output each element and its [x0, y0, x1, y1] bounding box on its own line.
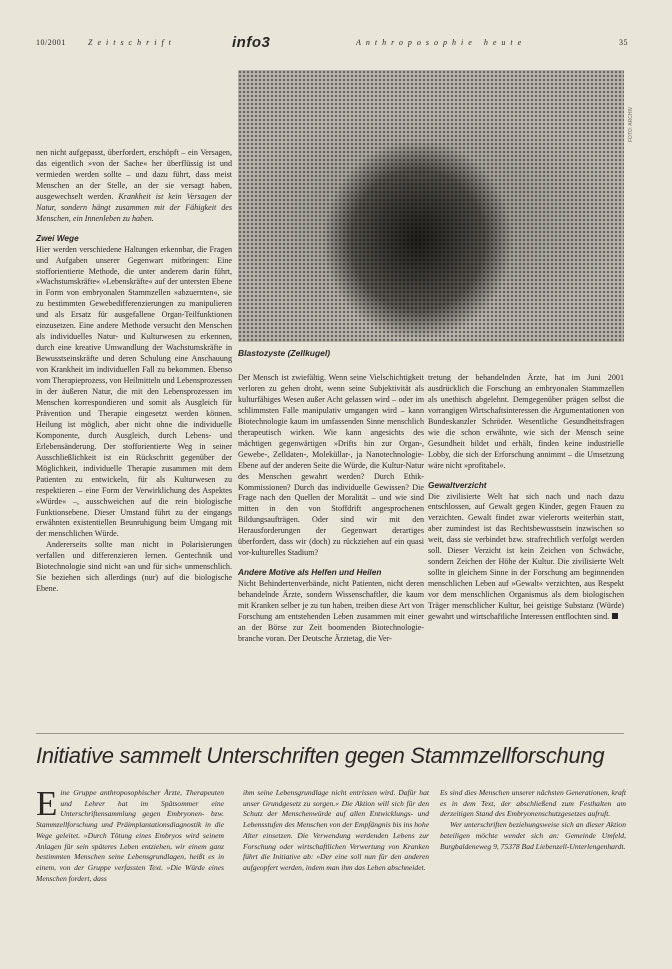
box-paragraph: ihm seine Lebensgrundlage nicht entrissen wird. Dafür hat unser Grundgesetz zu sorgen.« Die Aktion will sich für den Schutz der Menschenwürde auf allen Entwicklungs- und Lebensstufen des Menschen von der Empfängnis bis ins hohe Alter einsetzen. Die Verwendung werdenden Lebens zur Forschung oder wirtschaftlichen Verwertung von Kranken führt die Initiative ab: »Der eine soll nun für den anderen aufgeopfert werden, indem man ihm das Leben abschneidet. [243, 788, 429, 872]
magazine-logo: info3 [232, 34, 271, 51]
photo-caption: Blastozyste (Zellkugel) [238, 348, 331, 358]
end-mark-icon [612, 613, 618, 619]
emphasized-text: Krankheit ist kein Versagen der Natur, sondern hängt zusammen mit der Fähigkeit des Menschen, ein Innenleben zu haben. [36, 191, 232, 223]
article-column-3 [428, 373, 624, 623]
article-paragraph: Andererseits sollte man nicht in Polarisierungen verfallen und differenzieren lernen. Gentechnik und Biotechnologie sind nicht »an und für sich« unmenschlich. Sie beziehen sich allerdings (nur) auf die biologische Ebene. [36, 540, 232, 594]
photo-credit: FOTO: ARCHIV [628, 106, 634, 142]
article-column-2 [238, 373, 424, 645]
box-column-1 [36, 784, 224, 884]
blastocyst-photo [238, 70, 624, 342]
box-title: Initiative sammelt Unterschriften gegen Stammzellforschung [36, 743, 605, 768]
issue-date: 10/2001 [36, 38, 66, 47]
drop-cap: E [36, 784, 58, 823]
box-paragraph: Es sind dies Menschen unserer nächsten Generationen, kraft es in dem Text, der abschließend zum Festhalten am derzeitigen Stand des Embryonenschutzgesetzes aufruft. [440, 788, 626, 819]
article-paragraph: Der Mensch ist zwiefältig. Wenn seine Vielschichtigkeit verloren zu gehen droht, wenn seine Subjektivität als kulturfähiges Wesen außer Acht gelassen wird – oder im schlimmsten Falle manipulativ umgangen wird – kann Biotechnologie kaum im umfassenden Sinne menschlich therapeutisch wirken. Wie kann angesichts des mächtigen gegenwärtigen »Drifts hin zur Organ-, Gewebe-, Zelldaten-, Moleküllar-, ja Nanotechnologie-Ebene auf der anderen Seite die Würde, die Kultur-Natur des Menschen gewahrt werden? Durch Ethik-Kommissionen? Durch das individuelle Gewissen? Die Frage nach den Quellen der Moralität – und wie sind mitten in den von Stoffdrift angesprochenen Bildungsaufträgen. Oder sind wir mit den Herausforderungen der Gegenwart derartiges überfordert, dass wir (doch) zu rückziehen auf ein quasi vor-kulturelles Stadium? [238, 373, 424, 558]
box-column-2 [243, 788, 429, 874]
article-paragraph [36, 148, 232, 225]
subheading: Zwei Wege [36, 232, 79, 243]
paragraph-text: nen nicht aufgepasst, überfordert, erschöpft – ein Versagen, das eigentlich »von der Sache« her überflüssig ist und vermieden werden sollte – und dazu führt, dass meist Menschen an der Stelle, an der sie versagt haben, ausgewechselt werden. [36, 148, 232, 201]
box-paragraph: Wer unterschriften beziehungsweise sich an dieser Aktion beteiligen möchte wendet sich an: Gemeinde Umfeld, Burgbaldeneweg 9, 75378 Bad Liebenzell-Unterlengenhardt. [440, 820, 626, 851]
paragraph-text: Die zivilisierte Welt hat sich nach und nach dazu entschlossen, auf Gewalt gegen Kinder, gegen Frauen zu verzichten. Gewalt findet zwar vielerorts weiterhin statt, aber zumindest ist das Rechtsbewusstsein inzwischen so weit, dass sie verbindet bzw. strafrechtlich verfolgt werden soll. Dieser Verzicht ist kein Zeichen von Schwäche, sondern Zeichen der Höhe der Kultur. Die zivilisierte Welt sollte in gleichem Sinne in der Forschung am beginnenden menschlichen Leben auf »Gewalt« verzichten, aus Respekt vor dem menschlichen Organismus als dem biologischen Träger menschlicher Kultur, bei geistige Substanz (Würde) gewahrt und wirtschaftliche Interessen entflochten sind. [428, 491, 624, 622]
box-paragraph [36, 784, 224, 884]
article-paragraph [428, 492, 624, 623]
magazine-label: Zeitschrift [88, 38, 176, 47]
article-column-1 [36, 148, 232, 595]
box-column-3 [440, 788, 626, 852]
subheading: Andere Motive als Helfen und Heilen [238, 567, 382, 578]
divider [36, 733, 624, 734]
page-number: 35 [619, 38, 628, 47]
article-paragraph: tretung der behandelnden Ärzte, hat im Juni 2001 ausdrücklich die Forschung an embryonalen Stammzellen als unethisch abgelehnt. Demgegenüber prägen selbst die vorrangigen Wirtschaftsinteressen die Argumentationen von Bundeskanzler Schröder. Wesentliche Gesundheitsfragen wie die schon erwähnte, wie sich der Mensch seine Gesundheit bildet und erhält, finden keine industrielle Lobby, die sich der Erforschung annimmt – die Umsetzung wäre nicht »profitabel«. [428, 373, 624, 470]
article-paragraph: Hier werden verschiedene Haltungen erkennbar, die Fragen und Aufgaben unserer Gegenwart mitbringen: Eine stofforientierte Methode, die unter anderem darin führt, »Wachstumskräfte« »Lebenskräfte« auf der untersten Ebene in Form von embryonalen Stammzellen »abzuernten«, sie zu bestimmten Gewebedifferenzierungen zu manipulieren und als Ersatz für ausgefallene Organ-Teilfunktionen einzusetzen. Eine andere Methode versucht den Menschen als individuelles Natur- und Kulturwesen zu erkennen, durch eine kreative Umwandlung der Wachstumskräfte in Bewusstseinskräfte und deren Schulung eine Anschauung von Krankheit im individuellen Fall zu bekommen. Ebenso vom Therapieprozess, von Heilmitteln und Lebensprozessen in der äußeren Natur, die mit den Lebensprozessen im Menschen korrespondieren und somit als Ausgleich für Prävention und Therapie eingesetzt werden können. Heilung ist möglich, aber nicht ohne die individuelle Komponente, durch Ausgleich, durch Lebens- und Erlebensänderung. Der stofforientierte Weg in seiner Ausschließlichkeit ist ein Rückschritt gegenüber der Möglichkeit, individuelle Therapie zusammen mit dem Patienten zu entwickeln, für als Kulturwesen zu respektieren – eine Form der Verwirklichung des Aspektes »Würde« –, ausschweichen auf die rein biologische Funktionsebene. Dieser Umstand führt zu der eingangs erwähnten existentiellen Beunruhigung beim Umgang mit der menschlichen Würde. [36, 244, 232, 539]
subheading: Gewaltverzicht [428, 479, 487, 490]
article-paragraph: Nicht Behindertenverbände, nicht Patienten, nicht deren behandelnde Ärzte, sondern Wissenschaftler, die kaum mit Kranken selber je zu tun haben, treiben diese Art von Forschung am entstehenden Leben zusammen mit einer an der Börse zur Zeit boomenden Biotechnologie-branche voran. Der Deutsche Ärztetag, die Ver- [238, 579, 424, 643]
magazine-subtitle: Anthroposophie heute [356, 38, 527, 47]
paragraph-text: ine Gruppe anthroposophischer Ärzte, Therapeuten und Lehrer hat im Spätsommer eine Unterschriftensammlung gegen Embryonen- bzw. Stammzellforschung und Präimplantationsdiagnostik in die Wege geleitet. »Durch Tötung eines Embryos wird seinem Anlagen für sein späteres Leben entziehen, wir einem ganz bestimmten Menschen seine Lebensgrundlagen, heißt es in einem, von der Gruppe verfassten Text. »Die Würde eines Menschen fordert, dass [36, 788, 224, 883]
